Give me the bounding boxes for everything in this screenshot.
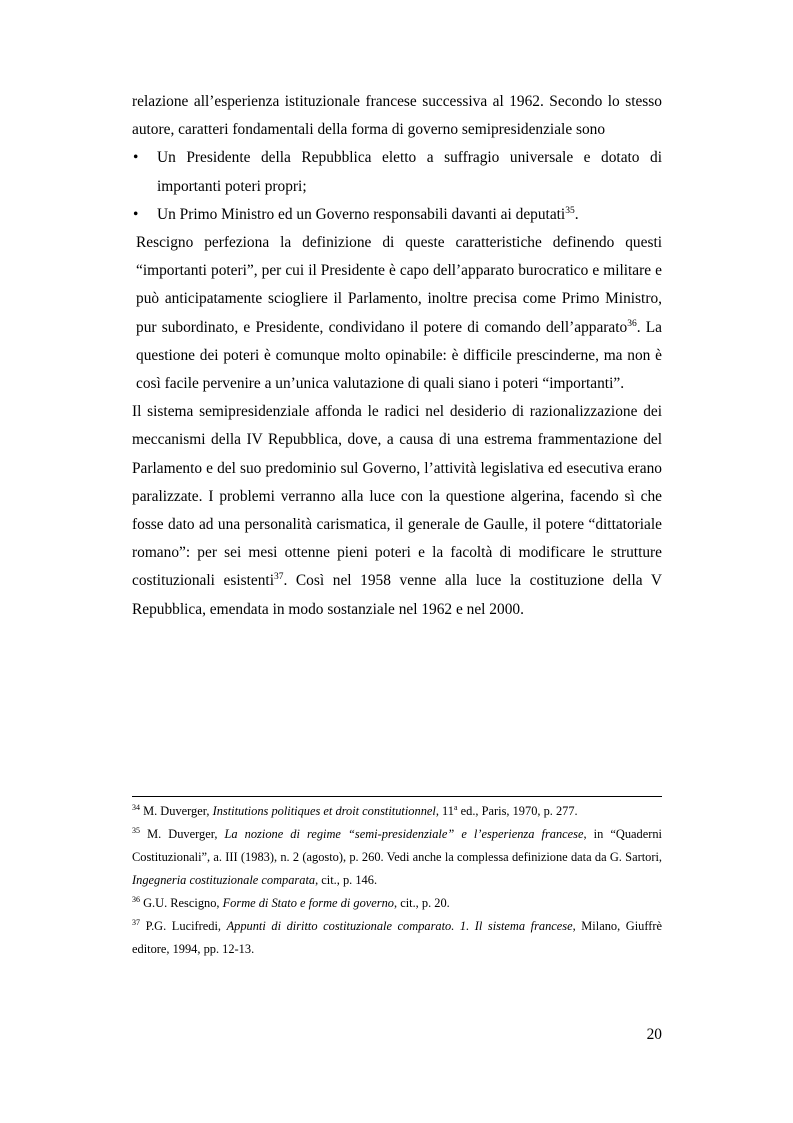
bullet-text: Un Primo Ministro ed un Governo responsabili davanti ai deputati xyxy=(157,205,566,223)
paragraph-semipresidential: Il sistema semipresidenziale affonda le radici nel desiderio di razionalizzazione dei meccanismi della IV Repubblica, dove, a causa di una estrema frammentazione del Parlamento e del suo predominio sul Governo, l’attività legislativa ed esecutiva erano paralizzate. I problemi verranno alla luce con la questione algerina, facendo sì che fosse dato ad una personalità carismatica, il generale de Gaulle, il potere “dittatoriale romano”: per sei mesi ottenne pieni poteri e la facoltà di modificare le strutture costituzionali esistenti$^{37}$. Così nel 1958 venne alla luce la costituzione della V Repubblica, emendata in modo sostanziale nel 1962 e nel 2000. xyxy=(132,403,662,618)
footnote-34: $^{34}$ M. Duverger, Institutions politiques et droit constitutionnel, 11$^a$ ed., Paris, 1970, p. 277. xyxy=(132,802,578,818)
footnotes xyxy=(132,800,662,961)
page-number: 20 xyxy=(646,1026,662,1043)
footnote-ref-37[interactable]: 37 xyxy=(273,572,284,583)
footnote-ref-36[interactable]: 36 xyxy=(627,318,637,329)
bullet-icon: • xyxy=(133,205,139,223)
bullet-item-prime-minister: • Un Primo Ministro ed un Governo responsabili davanti ai deputati$^{35}$. xyxy=(132,201,662,229)
bullet-icon: • xyxy=(133,149,139,167)
paragraph-rescigno: Rescigno perfeziona la definizione di queste caratteristiche definendo questi “importanti poteri”, per cui il Presidente è capo dell’apparato burocratico e militare e può anticipatamente sciogliere il Parlamento, inoltre precisa come Primo Ministro, pur subordinato, e Presidente, condividano il potere di comando dell’apparato$^{36}$. La questione dei poteri è comunque molto opinabile: è difficile prescinderne, ma non è così facile pervenire a un’unica valutazione di quali siano i poteri “importanti”. xyxy=(136,234,662,393)
footnote-36: $^{36}$ G.U. Rescigno, Forme di Stato e forme di governo, cit., p. 20. xyxy=(132,894,450,910)
footnote-37: $^{37}$ P.G. Lucifredi, Appunti di diritto costituzionale comparato. 1. Il sistema francese, Milano, Giuffrè editore, 1994, pp. 12-13. xyxy=(132,917,662,956)
footnote-separator xyxy=(132,796,662,797)
footnote-35: $^{35}$ M. Duverger, La nozione di regime “semi-presidenziale” e l’esperienza francese, in “Quaderni Costituzionali”, a. III (1983), n. 2 (agosto), p. 260. Vedi anche la complessa definizione data da G. Sartori, Ingegneria costituzionale comparata, cit., p. 146. xyxy=(132,825,662,887)
page-body xyxy=(132,88,662,624)
paragraph-intro: relazione all’esperienza istituzionale francese successiva al 1962. Secondo lo stesso autore, caratteri fondamentali della forma di governo semipresidenziale sono xyxy=(132,93,662,139)
bullet-item-president xyxy=(132,144,662,200)
bullet-list xyxy=(132,144,662,229)
footnote-ref-35[interactable]: 35 xyxy=(565,205,575,216)
bullet-text: Un Presidente della Repubblica eletto a suffragio universale e dotato di importanti poteri propri; xyxy=(157,149,662,195)
